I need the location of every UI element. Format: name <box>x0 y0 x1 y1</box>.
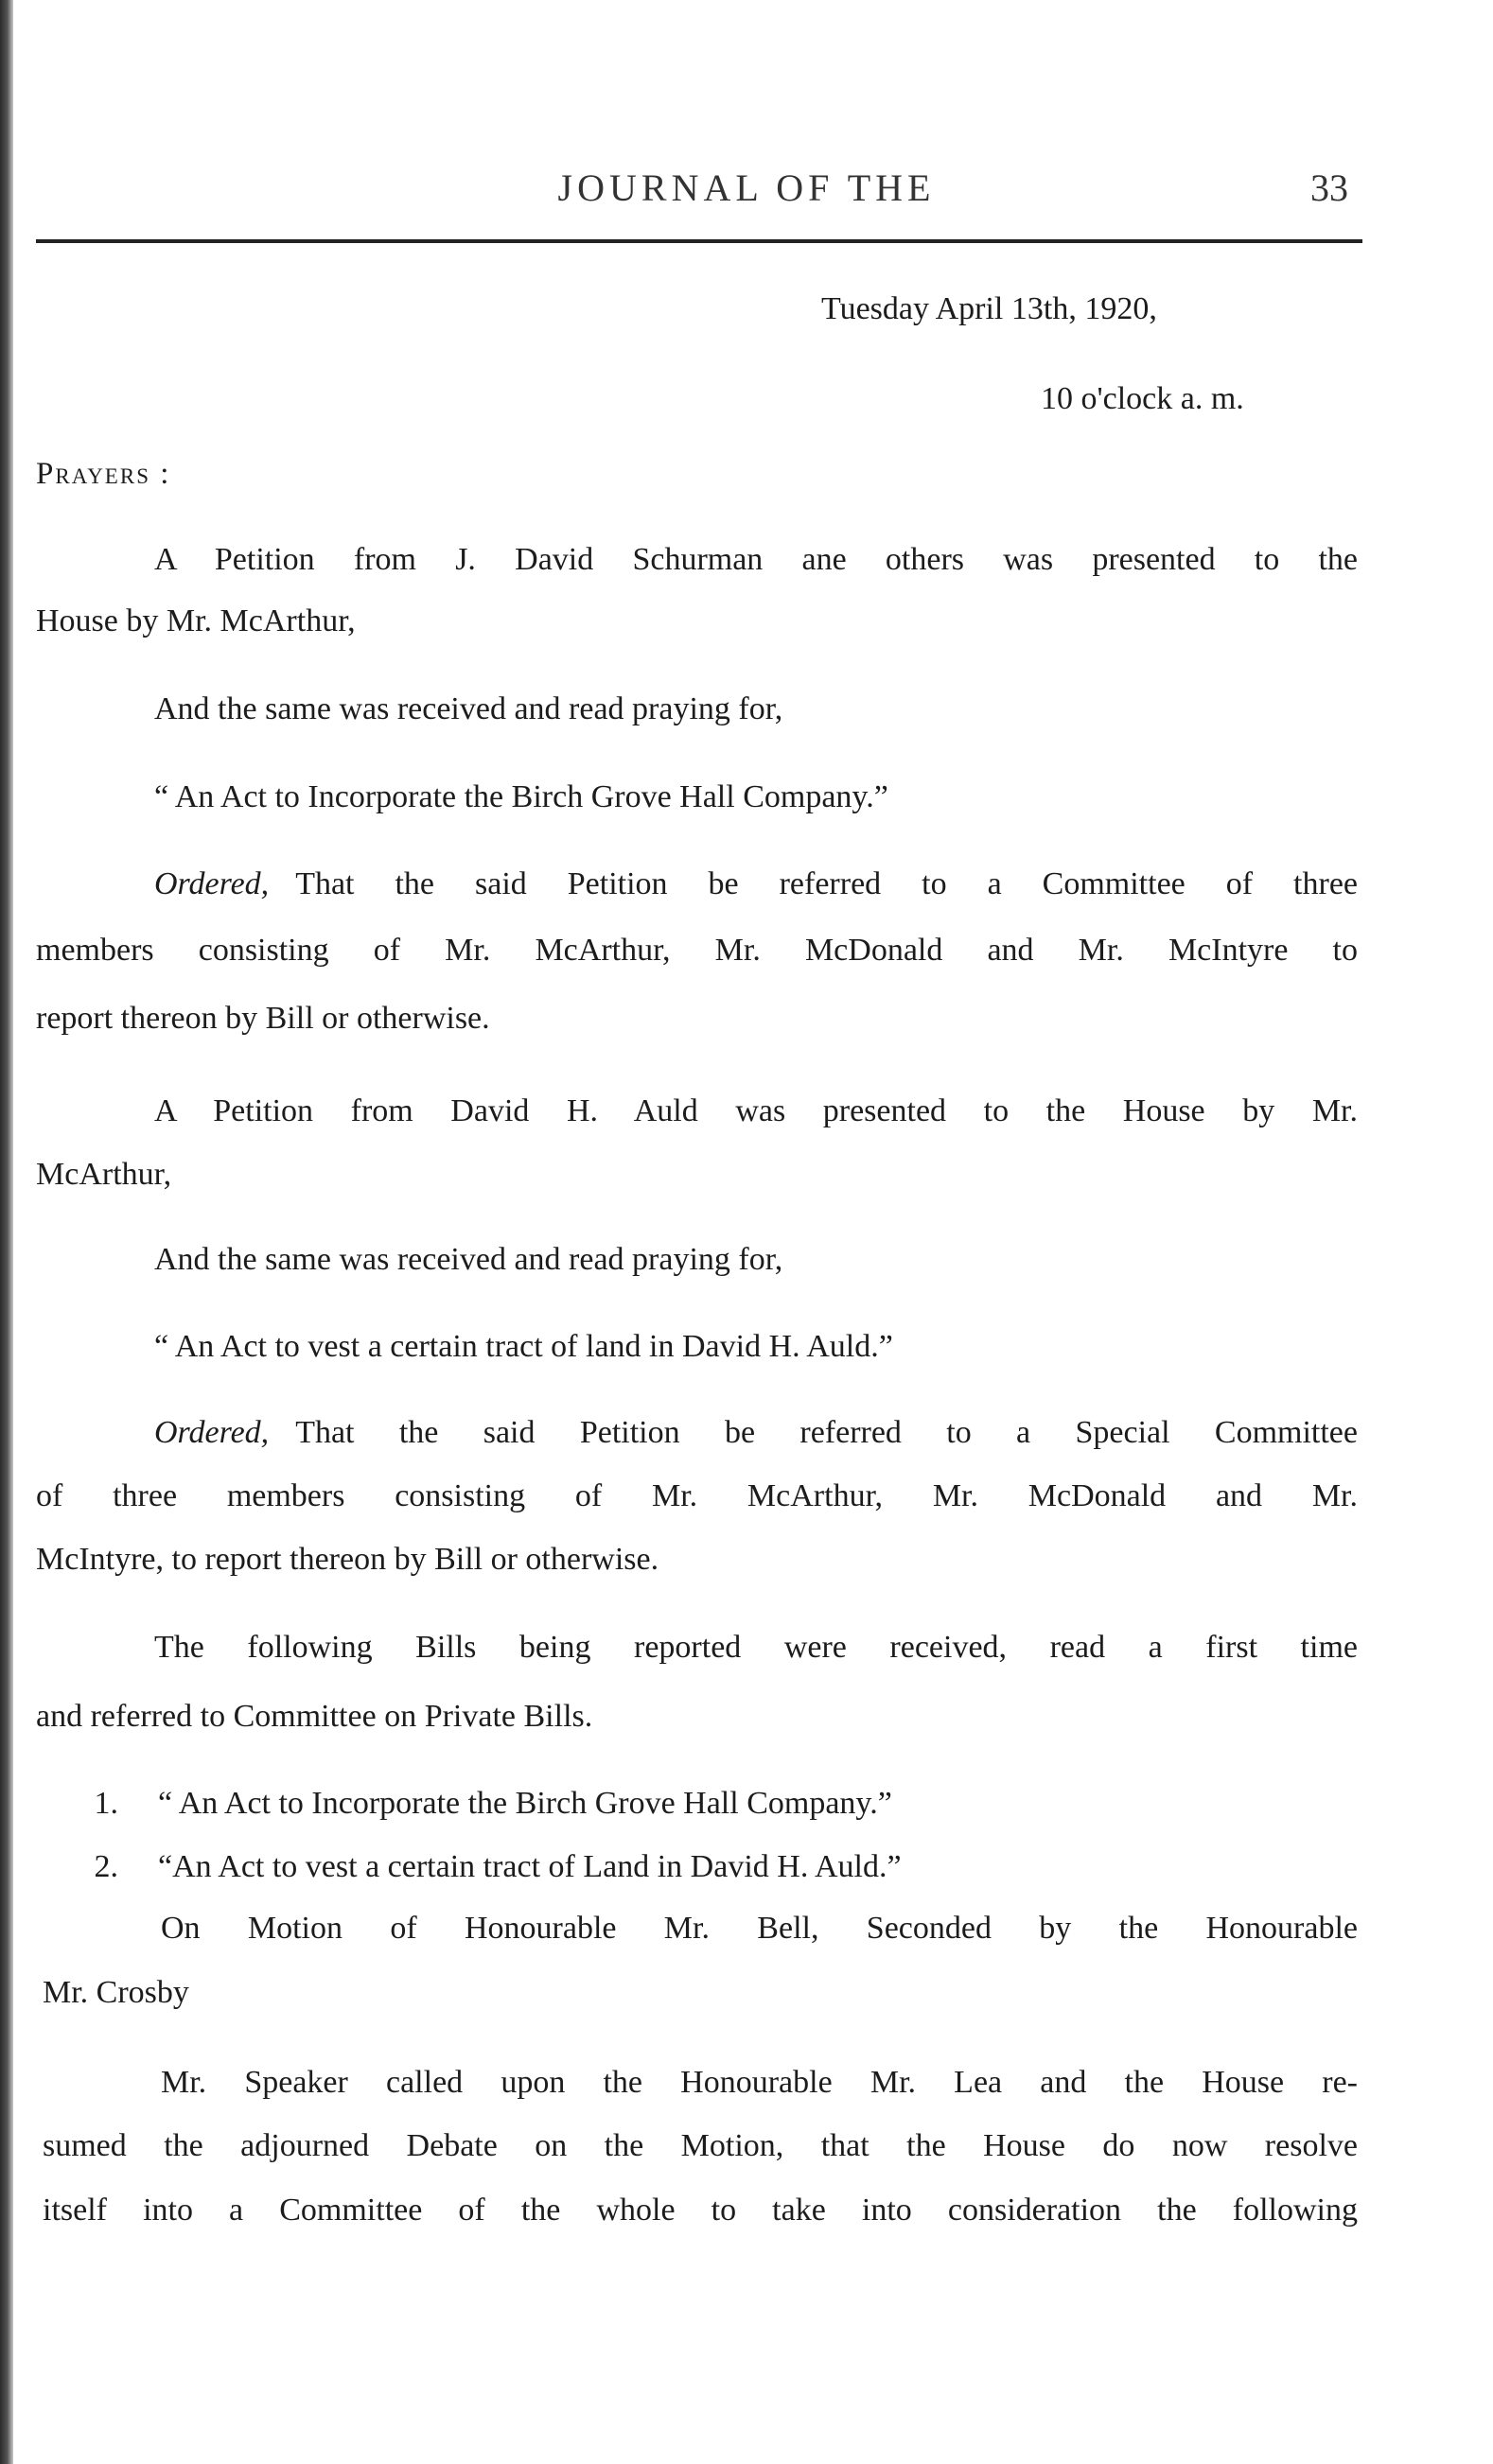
paragraph-line: The following Bills being reported were received, read a first time <box>154 1630 1358 1665</box>
paragraph-line: members consisting of Mr. McArthur, Mr. McDonald and Mr. McIntyre to <box>36 933 1358 968</box>
ordered-line <box>154 1417 1358 1449</box>
paragraph-line: Mr. Crosby <box>43 1975 189 2010</box>
ordered-label: Ordered, <box>154 1415 270 1450</box>
dateline-time: 10 o'clock a. m. <box>1041 381 1244 416</box>
ordered-text: That the said Petition be referred to a Committee of three <box>295 866 1358 901</box>
paragraph-line: And the same was received and read praying for, <box>154 1242 783 1277</box>
prayers-heading: Prayers : <box>36 457 171 491</box>
bill-list-item <box>43 1851 902 1883</box>
paragraph-line: McArthur, <box>36 1157 172 1192</box>
ordered-line <box>154 868 1358 900</box>
header-rule <box>36 239 1362 243</box>
paragraph-line: and referred to Committee on Private Bills. <box>36 1699 593 1734</box>
dateline-date: Tuesday April 13th, 1920, <box>821 291 1157 326</box>
bill-list-number: 2. <box>94 1849 118 1884</box>
paragraph-line: “ An Act to vest a certain tract of land in David H. Auld.” <box>154 1329 893 1364</box>
paragraph-line: Mr. Speaker called upon the Honourable Mr. Lea and the House re- <box>161 2065 1358 2100</box>
paragraph-line: On Motion of Honourable Mr. Bell, Seconded by the Honourable <box>161 1911 1358 1946</box>
bill-list-item <box>43 1788 892 1820</box>
ordered-text: That the said Petition be referred to a Special Committee <box>295 1415 1358 1450</box>
running-header-title: JOURNAL OF THE <box>557 166 936 209</box>
paragraph-line: itself into a Committee of the whole to take into consideration the following <box>43 2193 1358 2228</box>
paragraph-line: report thereon by Bill or otherwise. <box>36 1001 490 1036</box>
paragraph-line: McIntyre, to report thereon by Bill or otherwise. <box>36 1542 659 1577</box>
bill-list-number: 1. <box>94 1786 118 1821</box>
page-number: 33 <box>1310 166 1348 209</box>
paragraph-line: House by Mr. McArthur, <box>36 603 356 638</box>
bill-list-text: “ An Act to Incorporate the Birch Grove Hall Company.” <box>158 1786 892 1821</box>
paragraph-line: sumed the adjourned Debate on the Motion, that the House do now resolve <box>43 2128 1358 2163</box>
ordered-label: Ordered, <box>154 866 270 901</box>
paragraph-line: A Petition from David H. Auld was presented to the House by Mr. <box>154 1093 1358 1128</box>
paragraph-line: of three members consisting of Mr. McArthur, Mr. McDonald and Mr. <box>36 1478 1358 1513</box>
paragraph-line: “ An Act to Incorporate the Birch Grove Hall Company.” <box>154 779 888 814</box>
paragraph-line: And the same was received and read praying for, <box>154 691 783 726</box>
bill-list-text: “An Act to vest a certain tract of Land in David H. Auld.” <box>158 1849 902 1884</box>
paragraph-line: A Petition from J. David Schurman ane others was presented to the <box>154 542 1358 577</box>
page-binding-edge <box>0 0 13 2464</box>
